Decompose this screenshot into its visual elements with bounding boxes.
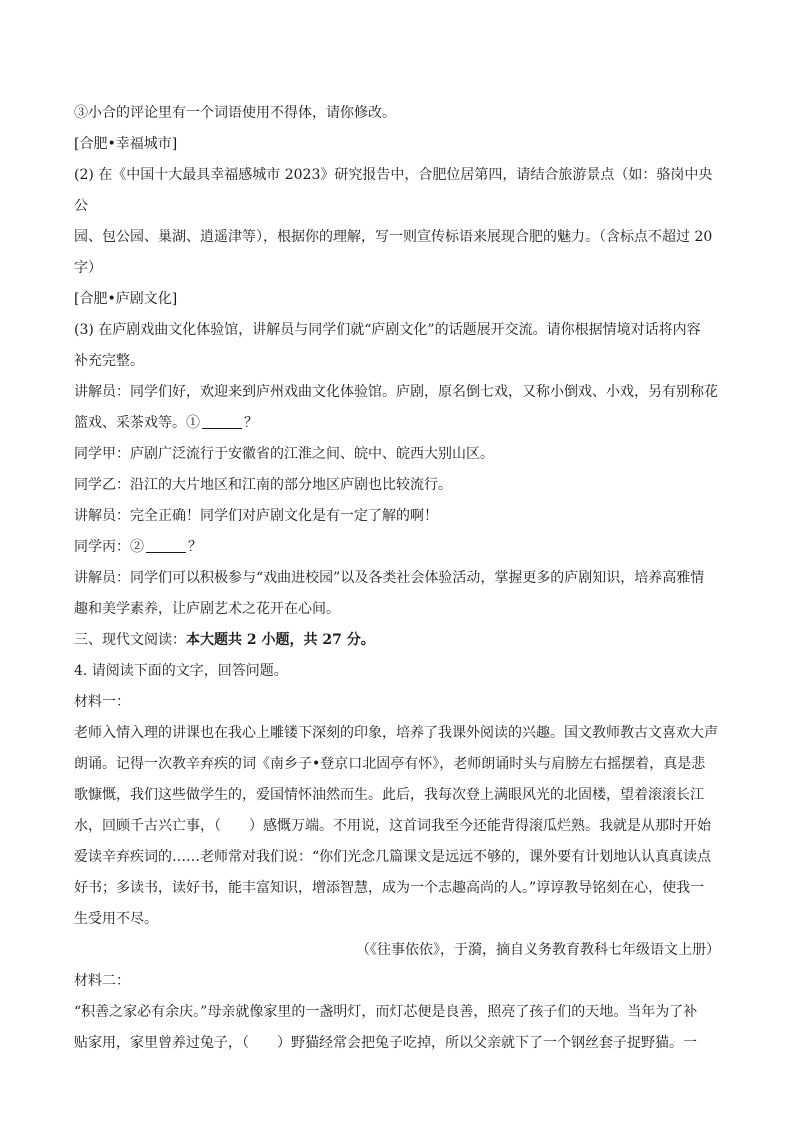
question-mark: ？ [244,415,258,431]
answer-blank[interactable] [146,538,186,553]
material-label: 材料一： [74,694,130,710]
question-line: (2) 在《中国十大最具幸福感城市 2023》研究报告中，合肥位居第四，请结合旅游景点（如：骆岗中央公 [74,167,713,214]
dialogue-line: 同学乙：沿江的大片地区和江南的部分地区庐剧也比较流行。 [74,477,452,493]
question-line: 字） [74,260,102,276]
passage-line: 好书；多读书，读好书，能丰富知识，增添智慧，成为一个志趣高尚的人。”谆谆教导铭刻在心，使我一 [74,880,705,896]
passage-line: 水，回顾千古兴亡事，（ ）感慨万端。不用说，这首词我至今还能背得滚瓜烂熟。我就是从那时开始 [74,818,711,834]
passage-line: 生受用不尽。 [74,911,158,927]
question-line: 补充完整。 [74,353,144,369]
question-line: 园、包公园、巢湖、逍遥津等），根据你的理解，写一则宣传标语来展现合肥的魅力。（含标点不超过 20 [74,229,713,245]
section-heading: [合肥•幸福城市] [74,136,178,152]
question-line: 4. 请阅读下面的文字，回答问题。 [74,663,288,679]
passage-source: （《往事依依》，于漪，摘自义务教育教科七年级语文上册） [356,942,720,958]
dialogue-line [74,532,720,563]
dialogue-text: 篮戏、采茶戏等。① [74,415,200,431]
question-mark: ？ [188,539,202,555]
dialogue-line: 讲解员：同学们好，欢迎来到庐州戏曲文化体验馆。庐剧，原名倒七戏，又称小倒戏、小戏，另有别称花 [74,384,718,400]
passage-line: 爱读辛弃疾词的……老师常对我们说：“你们光念几篇课文是远远不够的，课外要有计划地认认真真读点 [74,849,712,865]
dialogue-text: 同学丙：② [74,539,144,555]
part-heading [74,625,720,656]
passage-line: 老师入情入理的讲课也在我心上雕镂下深刻的印象，培养了我课外阅读的兴趣。国文教师教古文喜欢大声 [74,725,718,741]
part-heading-detail: 本大题共 2 小题，共 27 分。 [186,632,375,648]
passage-line: 朗诵。记得一次教辛弃疾的词《南乡子•登京口北固亭有怀》，老师朗诵时头与肩膀左右摇摆着，真是悲 [74,756,706,772]
passage-line: “积善之家必有余庆。”母亲就像家里的一盏明灯，而灯芯便是良善，照亮了孩子们的天地。当年为了补 [74,1004,698,1020]
section-heading: [合肥•庐剧文化] [74,291,178,307]
dialogue-line: 讲解员：完全正确！同学们对庐剧文化是有一定了解的啊！ [74,508,438,524]
question-line: ③小合的评论里有一个词语使用不得体，请你修改。 [74,105,396,121]
dialogue-line [74,408,720,439]
passage-line: 歌慷慨，我们这些做学生的，爱国情怀油然而生。此后，我每次登上满眼风光的北固楼，望着滚滚长江 [74,787,704,803]
document-page [74,98,720,1059]
part-heading-title: 三、现代文阅读： [74,632,186,648]
dialogue-line: 讲解员：同学们可以积极参与“戏曲进校园”以及各类社会体验活动，掌握更多的庐剧知识，培养高雅情 [74,570,705,586]
dialogue-line: 同学甲：庐剧广泛流行于安徽省的江淮之间、皖中、皖西大别山区。 [74,446,494,462]
answer-blank[interactable] [202,414,242,429]
question-line: (3) 在庐剧戏曲文化体验馆，讲解员与同学们就“庐剧文化”的话题展开交流。请你根据情境对话将内容 [74,322,701,338]
dialogue-line: 趣和美学素养，让庐剧艺术之花开在心间。 [74,601,340,617]
passage-line: 贴家用，家里曾养过兔子，（ ）野猫经常会把兔子吃掉，所以父亲就下了一个钢丝套子捉野猫。一 [74,1035,697,1051]
material-label: 材料二： [74,973,130,989]
